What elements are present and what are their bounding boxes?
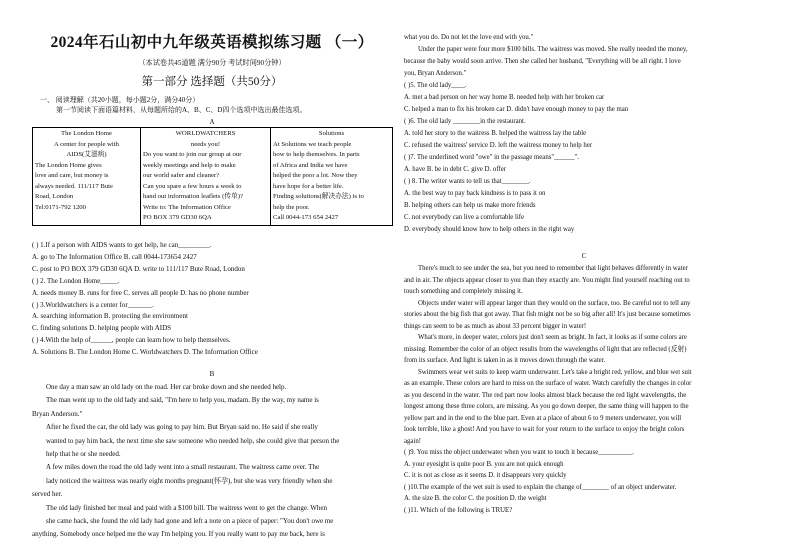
text-line: ( ) 8. The writer wants to tell us that________.: [404, 178, 531, 185]
text-line: as an example. These colors are hard to miss on the surface of water. Watch carefully the changes in color: [404, 380, 692, 387]
ad-line: Tel:0171-792 1200: [35, 203, 86, 211]
text-line: A. your eyesight is quite poor B. you are not quick enough: [404, 460, 564, 468]
text-line: C. post to PO BOX 379 GD30 6QA D. write to 111/117 Bute Road, London: [32, 264, 245, 273]
text-line: ( )6. The old lady ________in the restaurant.: [404, 118, 526, 125]
text-line: A. searching information B. protecting the environment: [32, 312, 188, 321]
text-line: she came back, she found the old lady had gone and left a note on a piece of paper: "You don't owe me: [46, 517, 334, 525]
ad-line: PO BOX 379 GD30 6QA: [143, 214, 212, 221]
ad-table: [32, 127, 393, 226]
text-line: longest among these three colors, are missing. As you go down deeper, the same thing will happen to the: [404, 403, 689, 410]
ad-solutions: [271, 128, 393, 226]
ad-line: WORLDWATCHERS: [175, 130, 236, 137]
text-line: Under the paper were four more $100 bills. The waitress was moved. She really needed the money,: [418, 46, 688, 53]
text-line: A. the size B. the color C. the position D. the weight: [404, 495, 547, 502]
text-line: yellow part and in the end to the blue part. Even at a place of about 6 to 9 meters underwater, you will: [404, 414, 682, 422]
text-line: A. have B. be in debt C. give D. offer: [404, 166, 506, 173]
ad-line: The London Home: [61, 130, 112, 137]
ad-line: needs you!: [190, 140, 221, 148]
text-line: touch something and completely missing it.: [404, 288, 523, 295]
text-line: anything. Somebody once helped me the way I'm helping you. If you really want to pay me back, here is: [32, 530, 325, 539]
passage-a-label: A: [209, 118, 215, 126]
ad-line: always needed. 111/117 Bute: [35, 182, 113, 190]
text-line: A. needs money B. runs for free C. serves all people D. has no phone number: [32, 288, 249, 297]
text-line: because the baby would soon arrive. Then she called her husband, "Everything will be all right. I love: [404, 58, 681, 65]
text-line: B. helping others can help us make more friends: [404, 202, 536, 209]
text-line: ( )10.The example of the wet suit is used to explain the change of________ of an object underwater.: [404, 483, 677, 491]
text-line: you, Bryan Anderson.": [404, 70, 467, 77]
section-heading: 一、 阅读理解（共20小题，每小题2分，满分40分）: [40, 96, 200, 104]
text-line: ( ) 2. The London Home_____.: [32, 276, 120, 285]
text-line: stories about the big fish that got away. That fish might not be so big after all! It's just because sometimes: [404, 311, 691, 318]
part-heading: 第一部分 选择题（共50分）: [141, 76, 283, 88]
text-line: C. helped a man to fix his broken car D. didn't have enough money to pay the man: [404, 106, 629, 113]
ad-line: helped the poor a lot. Now they: [273, 172, 358, 179]
ad-line: Can you spare a few hours a week to: [143, 182, 242, 190]
ad-line: A center for people with: [54, 140, 119, 148]
ad-line: Write to: The Information Office: [143, 203, 231, 211]
text-line: Objects under water will appear larger than they would on the surface, too. Be careful not to tell any: [418, 299, 691, 307]
text-line: The man went up to the old lady and said, "I'm here to help you, madam. By the way, my name is: [46, 396, 319, 405]
text-line: A. Solutions B. The London Home C. Worldwatchers D. The Information Office: [32, 348, 258, 357]
text-line: C. refused the waitress' service D. left the waitress money to help her: [404, 142, 593, 149]
ad-line: help the poor.: [273, 203, 310, 211]
text-line: look terrible, like a ghost! And you have to wait for your return to the surface to enjoy the bright colors: [404, 426, 685, 433]
text-line: D. everybody should know how to help others in the right way: [404, 226, 575, 233]
ad-line: At Solutions we teach people: [273, 140, 352, 148]
passage-c-label: C: [581, 253, 587, 260]
ad-line: Road, London: [35, 193, 74, 200]
text-line: ( )5. The old lady____.: [404, 82, 467, 89]
ad-line: Call 0044-173 654 2427: [273, 214, 339, 221]
text-line: ( )7. The underlined word "owe" in the passage means"______".: [404, 154, 579, 161]
text-line: what you do. Do not let the love end with you.": [404, 34, 534, 41]
text-line: ( ) 3.Worldwatchers is a center for_______.: [32, 300, 154, 309]
text-line: ( ) 1.If a person with AIDS wants to get help, he can_________.: [32, 241, 212, 249]
ad-line: Do you want to join our group at our: [143, 151, 242, 158]
ad-line: of Africa and India we have: [273, 161, 348, 169]
text-line: Bryan Anderson.": [32, 409, 83, 418]
text-line: served her.: [32, 490, 63, 499]
ad-line: love and care, but money is: [35, 172, 109, 179]
text-line: help that he or she needed.: [46, 450, 121, 458]
page-title: 2024年石山初中九年级英语模拟练习题 （一）: [50, 34, 374, 51]
text-line: There's much to see under the sea, but you need to remember that light behaves differently in water: [418, 265, 688, 272]
passage-b-label: B: [209, 370, 215, 378]
text-line: from its surface. And light is taken in as it moves down through the water.: [404, 357, 606, 364]
text-line: A. told her story to the waitress B. helped the waitress lay the table: [404, 130, 587, 137]
text-line: ( )11. Which of the following is TRUE?: [404, 506, 513, 514]
ad-line: our world safer and cleaner?: [143, 172, 220, 179]
text-line: A. go to The Information Office B. call 0044-173654 2427: [32, 252, 197, 261]
text-line: lady noticed the waitress was nearly eight months pregnant(怀孕), but she was very friendly when she: [46, 476, 333, 485]
ad-line: how to help themselves. In parts: [273, 151, 360, 158]
ad-london-home: [33, 128, 141, 226]
ad-line: weekly meetings and help to make: [143, 161, 236, 169]
text-line: again!: [404, 437, 421, 445]
ad-line: Solutions: [318, 130, 345, 137]
ad-line: The London Home gives: [35, 161, 102, 169]
text-line: C. it is not as close as it seems D. it disappears very quickly: [404, 472, 567, 479]
text-line: things can seem to be as much as about 33 percent bigger in water!: [404, 322, 587, 330]
text-line: ( )9. You miss the object underwater when you want to touch it because__________.: [404, 449, 634, 456]
text-line: C. finding solutions D. helping people with AIDS: [32, 324, 172, 333]
section-instructions: 第一节阅读下面语篇材料，从每题所给的A、B、C、D四个选项中选出最佳选项。: [56, 106, 307, 114]
exam-subtitle: （本试卷共45道题 满分90分 考试时间90分钟）: [138, 59, 286, 67]
ad-line: Finding solutions(解决办法) is to: [273, 193, 364, 200]
text-line: wanted to pay him back, the next time she saw someone who needed help, she could give that person the: [46, 436, 340, 445]
text-line: as you descend in the water. The red part now looks almost black because the red light wavelengths, the: [404, 391, 687, 399]
text-line: ( ) 4.With the help of______, people can learn how to help themselves.: [32, 336, 231, 345]
text-line: After he fixed the car, the old lady was going to pay him. But Bryan said no. He said if she really: [46, 423, 318, 432]
text-line: What's more, in deeper water, colors just don't seem as bright. In fact, it looks as if some colors are: [418, 334, 687, 341]
text-line: C. not everybody can live a comfortable life: [404, 214, 525, 221]
text-line: Swimmers wear wet suits to keep warm underwater. Let's take a bright red, yellow, and blue wet suit: [418, 368, 692, 376]
ad-line: AIDS(艾滋病): [66, 151, 107, 158]
text-line: A. met a bad person on her way home B. needed help with her broken car: [404, 94, 605, 101]
text-line: A few miles down the road the old lady went into a small restaurant. The waitress came over. The: [46, 463, 320, 472]
text-line: and in air. The objects appear closer to you than they exactly are. You might find yourself reaching out to: [404, 276, 690, 284]
ad-line: have hope for a better life.: [273, 182, 344, 190]
text-line: A. the best way to pay back kindness is to pass it on: [404, 190, 546, 197]
text-line: missing. Remember the color of an object results from the wavelengths of light that are reflected (反射): [404, 345, 687, 353]
text-line: One day a man saw an old lady on the road. Her car broke down and she needed help.: [46, 383, 287, 391]
ad-worldwatchers: [141, 128, 271, 226]
text-line: The old lady finished her meal and paid with a $100 bill. The waitress went to get the change. When: [46, 503, 328, 512]
ad-line: hand out information leaflets (传单)?: [143, 193, 243, 200]
